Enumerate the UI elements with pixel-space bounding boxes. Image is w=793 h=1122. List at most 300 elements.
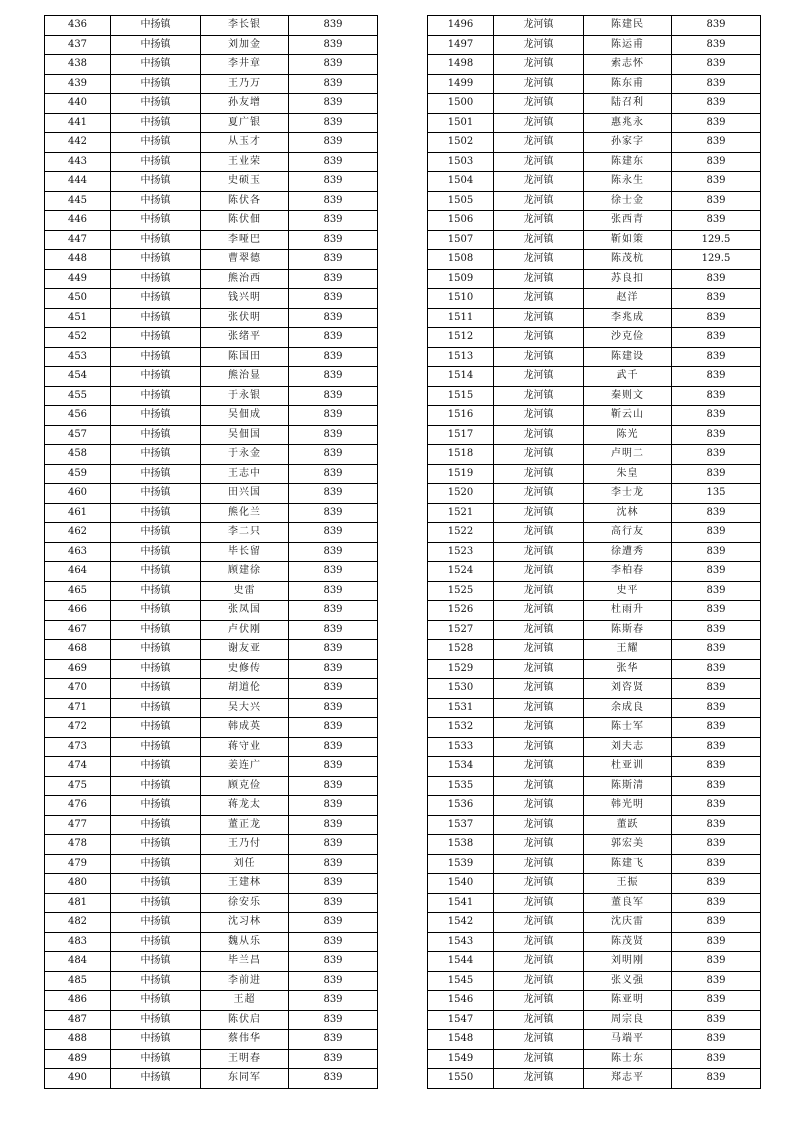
table-row [45, 913, 378, 933]
town-cell: 中扬镇 [111, 815, 201, 835]
name-cell: 王超 [201, 991, 289, 1011]
row-number-cell: 446 [45, 211, 111, 231]
row-number-cell: 1519 [428, 464, 494, 484]
amount-cell: 839 [672, 698, 761, 718]
town-cell: 龙河镇 [494, 1049, 584, 1069]
name-cell: 沈习林 [201, 913, 289, 933]
amount-cell: 839 [289, 913, 378, 933]
town-cell: 龙河镇 [494, 152, 584, 172]
town-cell: 中扬镇 [111, 562, 201, 582]
name-cell: 熊治显 [201, 367, 289, 387]
town-cell: 中扬镇 [111, 386, 201, 406]
name-cell: 韩成英 [201, 718, 289, 738]
table-row [428, 913, 761, 933]
table-row [428, 932, 761, 952]
amount-cell: 839 [289, 55, 378, 75]
amount-cell: 839 [289, 191, 378, 211]
amount-cell: 839 [672, 562, 761, 582]
table-row [428, 718, 761, 738]
name-cell: 张西青 [584, 211, 672, 231]
name-cell: 熊治西 [201, 269, 289, 289]
amount-cell: 839 [289, 698, 378, 718]
table-row [45, 679, 378, 699]
row-number-cell: 474 [45, 757, 111, 777]
table-row [428, 16, 761, 36]
town-cell: 中扬镇 [111, 464, 201, 484]
town-cell: 龙河镇 [494, 542, 584, 562]
table-row [428, 308, 761, 328]
amount-cell: 839 [289, 464, 378, 484]
amount-cell: 839 [289, 601, 378, 621]
table-row [45, 308, 378, 328]
row-number-cell: 472 [45, 718, 111, 738]
table-row [45, 640, 378, 660]
town-cell: 中扬镇 [111, 113, 201, 133]
name-cell: 徐安乐 [201, 893, 289, 913]
table-row [45, 796, 378, 816]
name-cell: 陈运甫 [584, 35, 672, 55]
row-number-cell: 1508 [428, 250, 494, 270]
town-cell: 龙河镇 [494, 562, 584, 582]
right-table [427, 15, 761, 1089]
amount-cell: 839 [672, 757, 761, 777]
row-number-cell: 458 [45, 445, 111, 465]
table-row [45, 269, 378, 289]
amount-cell: 839 [672, 952, 761, 972]
amount-cell: 839 [672, 659, 761, 679]
name-cell: 陈士东 [584, 1049, 672, 1069]
town-cell: 龙河镇 [494, 55, 584, 75]
amount-cell: 839 [672, 347, 761, 367]
amount-cell: 839 [289, 503, 378, 523]
table-row [45, 211, 378, 231]
name-cell: 郑志平 [584, 1069, 672, 1089]
amount-cell: 839 [289, 542, 378, 562]
row-number-cell: 1526 [428, 601, 494, 621]
row-number-cell: 1535 [428, 776, 494, 796]
town-cell: 龙河镇 [494, 308, 584, 328]
town-cell: 龙河镇 [494, 425, 584, 445]
town-cell: 龙河镇 [494, 445, 584, 465]
name-cell: 陈建飞 [584, 854, 672, 874]
row-number-cell: 456 [45, 406, 111, 426]
name-cell: 董良军 [584, 893, 672, 913]
table-row [428, 172, 761, 192]
name-cell: 余成良 [584, 698, 672, 718]
town-cell: 龙河镇 [494, 835, 584, 855]
amount-cell: 839 [672, 1030, 761, 1050]
amount-cell: 839 [289, 562, 378, 582]
row-number-cell: 1529 [428, 659, 494, 679]
row-number-cell: 1506 [428, 211, 494, 231]
table-row [428, 230, 761, 250]
row-number-cell: 1496 [428, 16, 494, 36]
name-cell: 朱皇 [584, 464, 672, 484]
table-row [428, 542, 761, 562]
row-number-cell: 469 [45, 659, 111, 679]
town-cell: 龙河镇 [494, 191, 584, 211]
amount-cell: 839 [672, 523, 761, 543]
name-cell: 史平 [584, 581, 672, 601]
table-row [428, 152, 761, 172]
table-row [428, 562, 761, 582]
row-number-cell: 461 [45, 503, 111, 523]
table-row [428, 464, 761, 484]
town-cell: 中扬镇 [111, 679, 201, 699]
name-cell: 张义强 [584, 971, 672, 991]
table-row [428, 874, 761, 894]
row-number-cell: 477 [45, 815, 111, 835]
town-cell: 龙河镇 [494, 523, 584, 543]
amount-cell: 839 [672, 425, 761, 445]
name-cell: 王志中 [201, 464, 289, 484]
name-cell: 武千 [584, 367, 672, 387]
town-cell: 中扬镇 [111, 659, 201, 679]
row-number-cell: 1517 [428, 425, 494, 445]
table-row [45, 16, 378, 36]
table-row [45, 542, 378, 562]
town-cell: 中扬镇 [111, 328, 201, 348]
amount-cell: 839 [289, 815, 378, 835]
row-number-cell: 473 [45, 737, 111, 757]
table-row [428, 94, 761, 114]
name-cell: 史硕玉 [201, 172, 289, 192]
table-row [428, 445, 761, 465]
town-cell: 中扬镇 [111, 55, 201, 75]
row-number-cell: 455 [45, 386, 111, 406]
town-cell: 中扬镇 [111, 406, 201, 426]
row-number-cell: 1544 [428, 952, 494, 972]
amount-cell: 839 [289, 133, 378, 153]
town-cell: 中扬镇 [111, 523, 201, 543]
town-cell: 龙河镇 [494, 952, 584, 972]
name-cell: 陈永生 [584, 172, 672, 192]
name-cell: 王乃付 [201, 835, 289, 855]
row-number-cell: 1546 [428, 991, 494, 1011]
row-number-cell: 1503 [428, 152, 494, 172]
town-cell: 龙河镇 [494, 250, 584, 270]
table-row [428, 1030, 761, 1050]
town-cell: 龙河镇 [494, 757, 584, 777]
row-number-cell: 1528 [428, 640, 494, 660]
name-cell: 毕兰昌 [201, 952, 289, 972]
town-cell: 龙河镇 [494, 94, 584, 114]
amount-cell: 129.5 [672, 250, 761, 270]
row-number-cell: 490 [45, 1069, 111, 1089]
name-cell: 陈国田 [201, 347, 289, 367]
town-cell: 中扬镇 [111, 1049, 201, 1069]
table-row [45, 172, 378, 192]
table-row [428, 581, 761, 601]
table-row [45, 367, 378, 387]
name-cell: 李前进 [201, 971, 289, 991]
town-cell: 中扬镇 [111, 172, 201, 192]
table-row [428, 347, 761, 367]
amount-cell: 839 [672, 328, 761, 348]
table-row [428, 659, 761, 679]
town-cell: 中扬镇 [111, 718, 201, 738]
row-number-cell: 1509 [428, 269, 494, 289]
amount-cell: 839 [289, 991, 378, 1011]
amount-cell: 839 [672, 172, 761, 192]
amount-cell: 839 [672, 542, 761, 562]
name-cell: 高行友 [584, 523, 672, 543]
town-cell: 龙河镇 [494, 1030, 584, 1050]
table-row [428, 737, 761, 757]
town-cell: 中扬镇 [111, 971, 201, 991]
table-row [428, 74, 761, 94]
town-cell: 龙河镇 [494, 640, 584, 660]
town-cell: 龙河镇 [494, 386, 584, 406]
row-number-cell: 436 [45, 16, 111, 36]
town-cell: 中扬镇 [111, 913, 201, 933]
row-number-cell: 1527 [428, 620, 494, 640]
amount-cell: 839 [672, 893, 761, 913]
row-number-cell: 1537 [428, 815, 494, 835]
table-row [428, 757, 761, 777]
name-cell: 李士龙 [584, 484, 672, 504]
amount-cell: 839 [672, 796, 761, 816]
town-cell: 中扬镇 [111, 698, 201, 718]
name-cell: 史修传 [201, 659, 289, 679]
amount-cell: 839 [289, 932, 378, 952]
name-cell: 东同军 [201, 1069, 289, 1089]
row-number-cell: 453 [45, 347, 111, 367]
table-row [428, 211, 761, 231]
town-cell: 中扬镇 [111, 484, 201, 504]
town-cell: 龙河镇 [494, 659, 584, 679]
table-row [45, 94, 378, 114]
name-cell: 刘任 [201, 854, 289, 874]
amount-cell: 839 [289, 854, 378, 874]
amount-cell: 839 [672, 1049, 761, 1069]
name-cell: 徐遭秀 [584, 542, 672, 562]
amount-cell: 839 [672, 503, 761, 523]
table-row [45, 328, 378, 348]
name-cell: 卢伏刚 [201, 620, 289, 640]
name-cell: 张绪平 [201, 328, 289, 348]
name-cell: 吴佃国 [201, 425, 289, 445]
table-row [45, 74, 378, 94]
table-row [45, 659, 378, 679]
table-row [45, 35, 378, 55]
row-number-cell: 1507 [428, 230, 494, 250]
table-row [45, 1069, 378, 1089]
table-row [45, 133, 378, 153]
amount-cell: 839 [289, 347, 378, 367]
name-cell: 蒋守业 [201, 737, 289, 757]
town-cell: 中扬镇 [111, 230, 201, 250]
name-cell: 孙家字 [584, 133, 672, 153]
table-row [45, 620, 378, 640]
town-cell: 龙河镇 [494, 230, 584, 250]
amount-cell: 839 [289, 113, 378, 133]
town-cell: 龙河镇 [494, 932, 584, 952]
amount-cell: 839 [289, 718, 378, 738]
town-cell: 龙河镇 [494, 854, 584, 874]
table-row [45, 737, 378, 757]
row-number-cell: 486 [45, 991, 111, 1011]
name-cell: 陈光 [584, 425, 672, 445]
table-row [45, 55, 378, 75]
table-row [45, 1049, 378, 1069]
table-row [428, 815, 761, 835]
row-number-cell: 1500 [428, 94, 494, 114]
table-row [45, 464, 378, 484]
name-cell: 杜雨升 [584, 601, 672, 621]
amount-cell: 839 [672, 55, 761, 75]
town-cell: 龙河镇 [494, 172, 584, 192]
amount-cell: 839 [289, 620, 378, 640]
table-row [45, 718, 378, 738]
town-cell: 龙河镇 [494, 289, 584, 309]
row-number-cell: 1515 [428, 386, 494, 406]
name-cell: 姜连广 [201, 757, 289, 777]
name-cell: 刘夫志 [584, 737, 672, 757]
amount-cell: 839 [672, 601, 761, 621]
amount-cell: 839 [289, 74, 378, 94]
amount-cell: 839 [289, 835, 378, 855]
amount-cell: 839 [289, 971, 378, 991]
name-cell: 陈茂杭 [584, 250, 672, 270]
table-row [428, 386, 761, 406]
name-cell: 王乃万 [201, 74, 289, 94]
row-number-cell: 445 [45, 191, 111, 211]
amount-cell: 839 [672, 35, 761, 55]
name-cell: 顾建徐 [201, 562, 289, 582]
name-cell: 曹翠德 [201, 250, 289, 270]
table-row [45, 893, 378, 913]
row-number-cell: 442 [45, 133, 111, 153]
amount-cell: 839 [289, 152, 378, 172]
town-cell: 龙河镇 [494, 1069, 584, 1089]
row-number-cell: 437 [45, 35, 111, 55]
row-number-cell: 465 [45, 581, 111, 601]
amount-cell: 839 [672, 406, 761, 426]
town-cell: 中扬镇 [111, 757, 201, 777]
amount-cell: 839 [672, 991, 761, 1011]
name-cell: 吴佃成 [201, 406, 289, 426]
name-cell: 王业荣 [201, 152, 289, 172]
row-number-cell: 1533 [428, 737, 494, 757]
row-number-cell: 1511 [428, 308, 494, 328]
amount-cell: 839 [672, 133, 761, 153]
row-number-cell: 1532 [428, 718, 494, 738]
town-cell: 中扬镇 [111, 991, 201, 1011]
row-number-cell: 1504 [428, 172, 494, 192]
amount-cell: 839 [289, 679, 378, 699]
name-cell: 于永金 [201, 445, 289, 465]
row-number-cell: 439 [45, 74, 111, 94]
town-cell: 中扬镇 [111, 874, 201, 894]
row-number-cell: 451 [45, 308, 111, 328]
town-cell: 中扬镇 [111, 952, 201, 972]
amount-cell: 839 [289, 581, 378, 601]
town-cell: 中扬镇 [111, 542, 201, 562]
table-row [45, 386, 378, 406]
town-cell: 中扬镇 [111, 35, 201, 55]
town-cell: 中扬镇 [111, 211, 201, 231]
amount-cell: 839 [289, 308, 378, 328]
name-cell: 张伏明 [201, 308, 289, 328]
row-number-cell: 452 [45, 328, 111, 348]
name-cell: 马端平 [584, 1030, 672, 1050]
town-cell: 龙河镇 [494, 679, 584, 699]
table-row [428, 425, 761, 445]
table-row [45, 503, 378, 523]
town-cell: 龙河镇 [494, 211, 584, 231]
table-row [45, 1010, 378, 1030]
table-row [45, 991, 378, 1011]
town-cell: 龙河镇 [494, 581, 584, 601]
amount-cell: 839 [289, 16, 378, 36]
amount-cell: 129.5 [672, 230, 761, 250]
name-cell: 惠兆永 [584, 113, 672, 133]
name-cell: 毕长留 [201, 542, 289, 562]
row-number-cell: 464 [45, 562, 111, 582]
name-cell: 陈士军 [584, 718, 672, 738]
row-number-cell: 483 [45, 932, 111, 952]
row-number-cell: 1531 [428, 698, 494, 718]
row-number-cell: 441 [45, 113, 111, 133]
amount-cell: 839 [289, 386, 378, 406]
row-number-cell: 485 [45, 971, 111, 991]
town-cell: 龙河镇 [494, 874, 584, 894]
amount-cell: 839 [289, 874, 378, 894]
town-cell: 龙河镇 [494, 113, 584, 133]
table-row [45, 698, 378, 718]
amount-cell: 839 [289, 1030, 378, 1050]
name-cell: 靳云山 [584, 406, 672, 426]
table-row [45, 815, 378, 835]
table-row [428, 835, 761, 855]
row-number-cell: 489 [45, 1049, 111, 1069]
name-cell: 陈亚明 [584, 991, 672, 1011]
town-cell: 龙河镇 [494, 464, 584, 484]
row-number-cell: 1510 [428, 289, 494, 309]
name-cell: 王振 [584, 874, 672, 894]
town-cell: 中扬镇 [111, 367, 201, 387]
amount-cell: 839 [289, 893, 378, 913]
amount-cell: 839 [289, 269, 378, 289]
name-cell: 孙友增 [201, 94, 289, 114]
amount-cell: 839 [672, 913, 761, 933]
table-row [428, 289, 761, 309]
name-cell: 魏从乐 [201, 932, 289, 952]
name-cell: 李二只 [201, 523, 289, 543]
name-cell: 刘加金 [201, 35, 289, 55]
table-row [428, 113, 761, 133]
amount-cell: 839 [672, 16, 761, 36]
amount-cell: 839 [672, 874, 761, 894]
town-cell: 龙河镇 [494, 893, 584, 913]
row-number-cell: 484 [45, 952, 111, 972]
name-cell: 董跃 [584, 815, 672, 835]
right-table-body [428, 16, 761, 1089]
town-cell: 龙河镇 [494, 913, 584, 933]
amount-cell: 839 [672, 74, 761, 94]
row-number-cell: 1547 [428, 1010, 494, 1030]
town-cell: 龙河镇 [494, 620, 584, 640]
row-number-cell: 1522 [428, 523, 494, 543]
town-cell: 中扬镇 [111, 776, 201, 796]
town-cell: 龙河镇 [494, 503, 584, 523]
table-row [428, 601, 761, 621]
amount-cell: 839 [672, 815, 761, 835]
town-cell: 龙河镇 [494, 347, 584, 367]
town-cell: 龙河镇 [494, 367, 584, 387]
town-cell: 龙河镇 [494, 74, 584, 94]
